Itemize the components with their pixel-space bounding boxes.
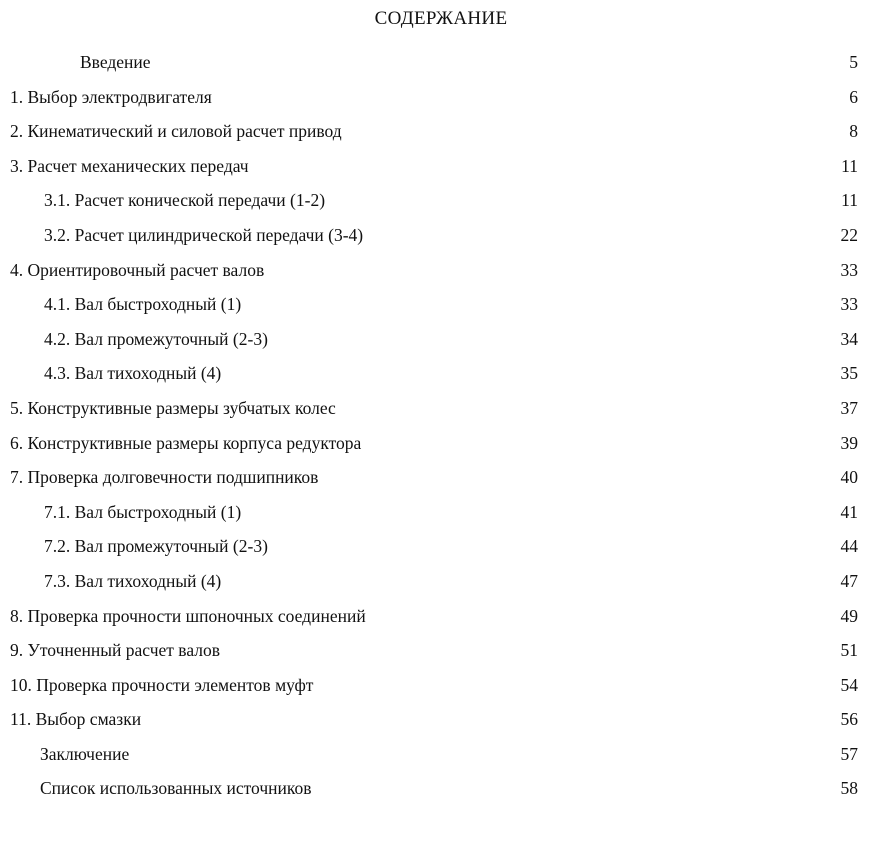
- toc-entry-title: 3. Расчет механических передач: [10, 155, 249, 176]
- toc-entry-title: 2. Кинематический и силовой расчет привод: [10, 121, 342, 142]
- toc-entry-title: 3.1. Расчет конической передачи (1-2): [44, 190, 326, 211]
- toc-entry-title: 9. Уточненный расчет валов: [10, 640, 220, 661]
- toc-entry-page-number: 41: [840, 501, 858, 522]
- toc-entry-title: 4.2. Вал промежуточный (2-3): [44, 328, 268, 349]
- toc-entry: [0, 640, 882, 675]
- toc-entry: [0, 294, 882, 329]
- toc-entry-title: 3.2. Расчет цилиндрической передачи (3-4): [44, 224, 364, 245]
- toc-entry-page-number: 22: [840, 224, 858, 245]
- toc-entry-title: Введение: [80, 52, 151, 72]
- toc-entry-title: 7. Проверка долговечности подшипников: [10, 467, 319, 488]
- toc-entry-page-number: 34: [840, 328, 858, 349]
- toc-entry: [0, 467, 882, 502]
- toc-entry-title: 6. Конструктивные размеры корпуса редуктора: [10, 432, 362, 453]
- toc-entry-page-number: 37: [840, 397, 858, 418]
- toc-entry-page-number: 57: [840, 743, 858, 764]
- toc-entry: [0, 121, 882, 156]
- page-title: СОДЕРЖАНИЕ: [374, 8, 508, 29]
- toc-entry: [0, 709, 882, 744]
- table-of-contents: [0, 52, 882, 813]
- toc-entry-page-number: 8: [849, 121, 858, 142]
- toc-entry-page-number: 35: [840, 363, 858, 384]
- toc-entry-title: Список использованных источников: [40, 778, 312, 799]
- toc-entry-page-number: 6: [849, 86, 858, 107]
- toc-entry-page-number: 39: [840, 432, 858, 453]
- toc-entry-page-number: 54: [840, 674, 858, 695]
- toc-entry-title: 10. Проверка прочности элементов муфт: [10, 674, 314, 695]
- toc-entry-title: 8. Проверка прочности шпоночных соединений: [10, 605, 366, 626]
- toc-entry: [0, 536, 882, 571]
- toc-entry: [0, 606, 882, 641]
- toc-entry-page-number: 11: [841, 190, 858, 211]
- toc-entry-title: Заключение: [40, 743, 130, 764]
- toc-entry: [0, 225, 882, 260]
- toc-entry: [0, 571, 882, 606]
- toc-entry-page-number: 40: [840, 467, 858, 488]
- toc-entry: [0, 190, 882, 225]
- toc-entry-title: 4.1. Вал быстроходный (1): [44, 294, 242, 315]
- toc-entry-title: 5. Конструктивные размеры зубчатых колес: [10, 397, 336, 418]
- toc-entry-page-number: 33: [840, 294, 858, 315]
- toc-entry-page-number: 5: [849, 52, 858, 72]
- toc-entry-page-number: 49: [840, 605, 858, 626]
- toc-entry: [0, 329, 882, 364]
- toc-entry-title: 11. Выбор смазки: [10, 709, 142, 730]
- toc-entry-page-number: 47: [840, 570, 858, 591]
- toc-entry-page-number: 51: [840, 640, 858, 661]
- toc-entry: [0, 398, 882, 433]
- toc-entry: [0, 260, 882, 295]
- toc-entry: [0, 675, 882, 710]
- toc-entry: [0, 433, 882, 468]
- toc-entry: [0, 156, 882, 191]
- toc-entry: [0, 52, 882, 87]
- toc-entry-title: 1. Выбор электродвигателя: [10, 86, 212, 107]
- toc-entry: [0, 87, 882, 122]
- toc-entry-page-number: 56: [840, 709, 858, 730]
- toc-entry-title: 7.3. Вал тихоходный (4): [44, 570, 222, 591]
- toc-entry-title: 7.2. Вал промежуточный (2-3): [44, 536, 268, 557]
- toc-entry-page-number: 11: [841, 155, 858, 176]
- toc-entry-page-number: 58: [840, 778, 858, 799]
- toc-entry: [0, 363, 882, 398]
- toc-entry-title: 4. Ориентировочный расчет валов: [10, 259, 265, 280]
- toc-entry-page-number: 44: [840, 536, 858, 557]
- toc-entry-page-number: 33: [840, 259, 858, 280]
- toc-entry: [0, 502, 882, 537]
- toc-entry-title: 4.3. Вал тихоходный (4): [44, 363, 222, 384]
- toc-entry: [0, 778, 882, 813]
- toc-entry-title: 7.1. Вал быстроходный (1): [44, 501, 242, 522]
- toc-entry: [0, 744, 882, 779]
